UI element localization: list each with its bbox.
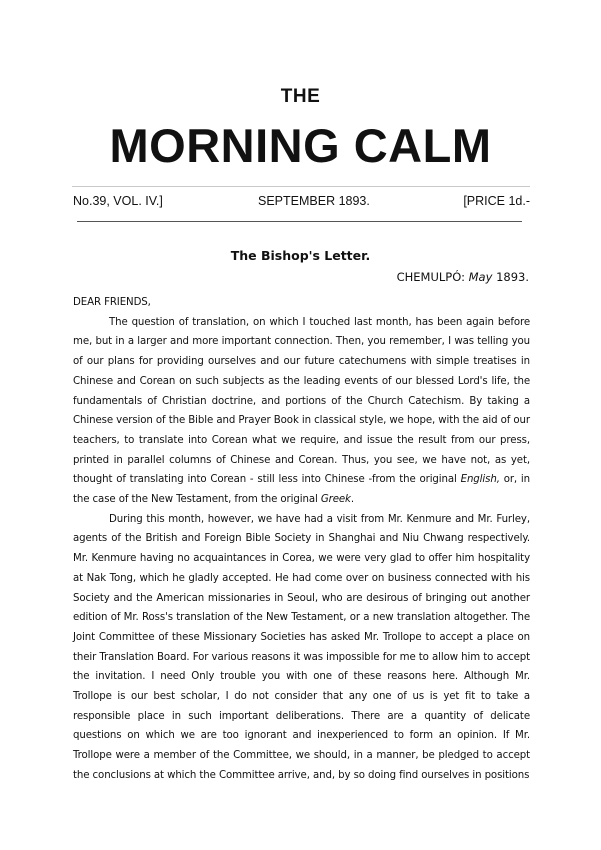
dateline-year: 1893.	[496, 270, 529, 284]
issue-line	[73, 194, 530, 212]
paragraph-2: During this month, however, we have had a visit from Mr. Kenmure and Mr. Furley, agents of the British and Foreign Bible Society in Shanghai and Niu Chwang respectively. Mr. Kenmure having no acquaintances in Corea, we were very glad to offer him hospitality at Nak Tong, which he gladly accepted. He had come over on business connected with his Society and the American missionaries in Seoul, who are desirous of bringing out another edition of Mr. Ross's translation of the New Testament, or a new translation altogether. The Joint Committee of these Missionary Societies has asked Mr. Trollope to accept a place on their Translation Board. For various reasons it was impossible for me to allow him to accept the invitation. I need Only trouble you with one of these reasons here. Although Mr. Trollope is our best scholar, I do not consider that any one of us is yet fit to take a responsible place in such important deliberations. There are a quantity of delicate questions on which we are too ignorant and inexperienced to form an opinion. If Mr. Trollope were a member of the Committee, we should, in a manner, be pledged to accept the conclusions at which the Committee arrive, and, by so doing find ourselves in positions	[73, 513, 530, 781]
issue-date: SEPTEMBER 1893.	[258, 194, 370, 208]
masthead-title: MORNING CALM	[109, 119, 492, 172]
paragraph-1-text-b: or, in the case of the New Testament, from the original	[73, 474, 530, 506]
issue-number: No.39, VOL. IV.]	[73, 194, 163, 208]
paragraph-1-text-a: The question of translation, on which I touched last month, has been again before me, but in a larger and more important connection. Then, you remember, I was telling you of our plans for providing ourselves and our future catechumens with simple treatises in Chinese and Corean on such subjects as the leading events of our blessed Lord's life, the fundamentals of Christian doctrine, and portions of the Church Catechism. By taking a Chinese version of the Bible and Prayer Book in classical style, we hope, with the aid of our teachers, to translate into Corean what we require, and issue the result from our press, printed in parallel columns of Chinese and Corean. Thus, you see, we have not, as yet, thought of translating into Corean - still less into Chinese -from the original	[73, 316, 530, 486]
article-body	[73, 293, 530, 786]
salutation: DEAR FRIENDS,	[73, 297, 151, 308]
paragraph-1-text-c: .	[350, 494, 355, 506]
dateline-month: May	[468, 270, 493, 284]
article-dateline	[397, 270, 529, 284]
article-title: The Bishop's Letter.	[230, 248, 371, 263]
paragraph-1-em-english: English,	[460, 474, 500, 486]
top-rule	[72, 186, 530, 187]
masthead-the: THE	[280, 86, 321, 107]
paragraph-1-em-greek: Greek	[320, 494, 351, 506]
bottom-rule	[77, 221, 522, 222]
dateline-place: CHEMULPÓ:	[396, 270, 465, 284]
paragraph-1	[73, 313, 530, 510]
issue-price: [PRICE 1d.-	[463, 194, 530, 208]
